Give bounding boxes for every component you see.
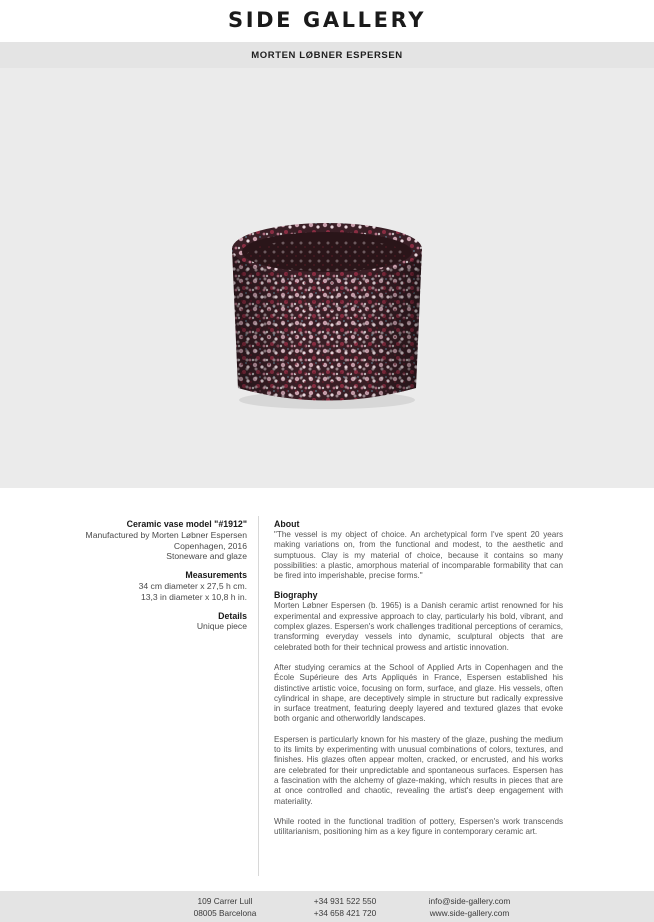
footer-web [412, 896, 527, 919]
biography-heading: Biography [274, 590, 318, 601]
product-info-group [60, 519, 247, 562]
biography-section [274, 590, 563, 837]
biography-paragraph: Morten Løbner Espersen (b. 1965) is a Danish ceramic artist renowned for his experimental and expressive approach to clay, particularly his bold, vibrant, and complex glazes. Espersen's work challenges traditional perceptions of ceramics, transforming everyday vessels into dynamic, sculptural objects that are celebrated both for their technical prowess and artistic innovation. [274, 601, 563, 652]
footer-phones [295, 896, 395, 919]
product-photo [0, 68, 654, 488]
about-section [274, 519, 563, 581]
details-heading: Details [218, 610, 247, 621]
website-link[interactable]: www.side-gallery.com [429, 907, 510, 918]
footer [0, 891, 654, 922]
gallery-logo: SIDE GALLERY [227, 8, 427, 32]
column-divider [258, 516, 259, 876]
about-heading: About [274, 519, 300, 529]
email-link[interactable]: info@side-gallery.com [428, 896, 511, 906]
footer-address [175, 896, 275, 919]
measurements-group [60, 570, 247, 602]
address-city: 08005 Barcelona [193, 907, 257, 918]
logo-bar [0, 0, 654, 42]
ceramic-vase-icon [0, 68, 654, 488]
biography-paragraph: While rooted in the functional tradition of pottery, Espersen's work transcends utilitarianism, positioning him as a key figure in contemporary ceramic art. [274, 816, 563, 837]
details-group [60, 611, 247, 633]
biography-paragraph: After studying ceramics at the School of Applied Arts in Copenhagen and the École Supérieure des Arts Appliqués in France, Espersen established his distinctive artistic voice, focusing on form, surface, and glaze. His vessels, often cylindrical in shape, are deceptively simple in structure but radically expressive in surface treatment, featuring deeply layered and textured glazes that evoke both organic and otherworldly landscapes. [274, 662, 563, 724]
artist-name: MORTEN LØBNER ESPERSEN [251, 50, 403, 61]
about-quote: "The vessel is my object of choice. An archetypical form I've spent 20 years making variations on, from the functional and modest, to the aesthetic and sumptuous. Clay is my material of choice, because it contains so many possibilities: a plastic, amorphous material of incomparable formability that can be fired into imperishable, precise forms." [274, 530, 563, 581]
measurement-imperial: 13,3 in diameter x 10,8 h in. [140, 591, 247, 602]
material-line: Stoneware and glaze [166, 551, 247, 562]
measurements-heading: Measurements [185, 570, 247, 581]
artist-bar [0, 42, 654, 68]
phone-2[interactable]: +34 658 421 720 [313, 907, 377, 918]
product-details [60, 519, 247, 640]
biography-paragraph: Espersen is particularly known for his mastery of the glaze, pushing the medium to its limits by experimenting with unusual combinations of colors, textures, and finishes. His glazes often appear molten, cracked, or encrusted, and his works are celebrated for their unpredictable and spontaneous surfaces. Espersen has a fascination with the alchemy of glaze-making, which results in pieces that are at once controlled and chaotic, revealing the artist's deep engagement with materiality. [274, 734, 563, 806]
address-street: 109 Carrer Lull [197, 896, 253, 906]
product-title: Ceramic vase model "#1912" [126, 519, 247, 529]
description-column [274, 519, 563, 847]
phone-1[interactable]: +34 931 522 550 [313, 896, 377, 906]
origin-line: Copenhagen, 2016 [173, 540, 247, 551]
measurement-metric: 34 cm diameter x 27,5 h cm. [138, 580, 247, 591]
details-value: Unique piece [196, 621, 247, 632]
manufacturer-line: Manufactured by Morten Løbner Espersen [85, 529, 247, 540]
